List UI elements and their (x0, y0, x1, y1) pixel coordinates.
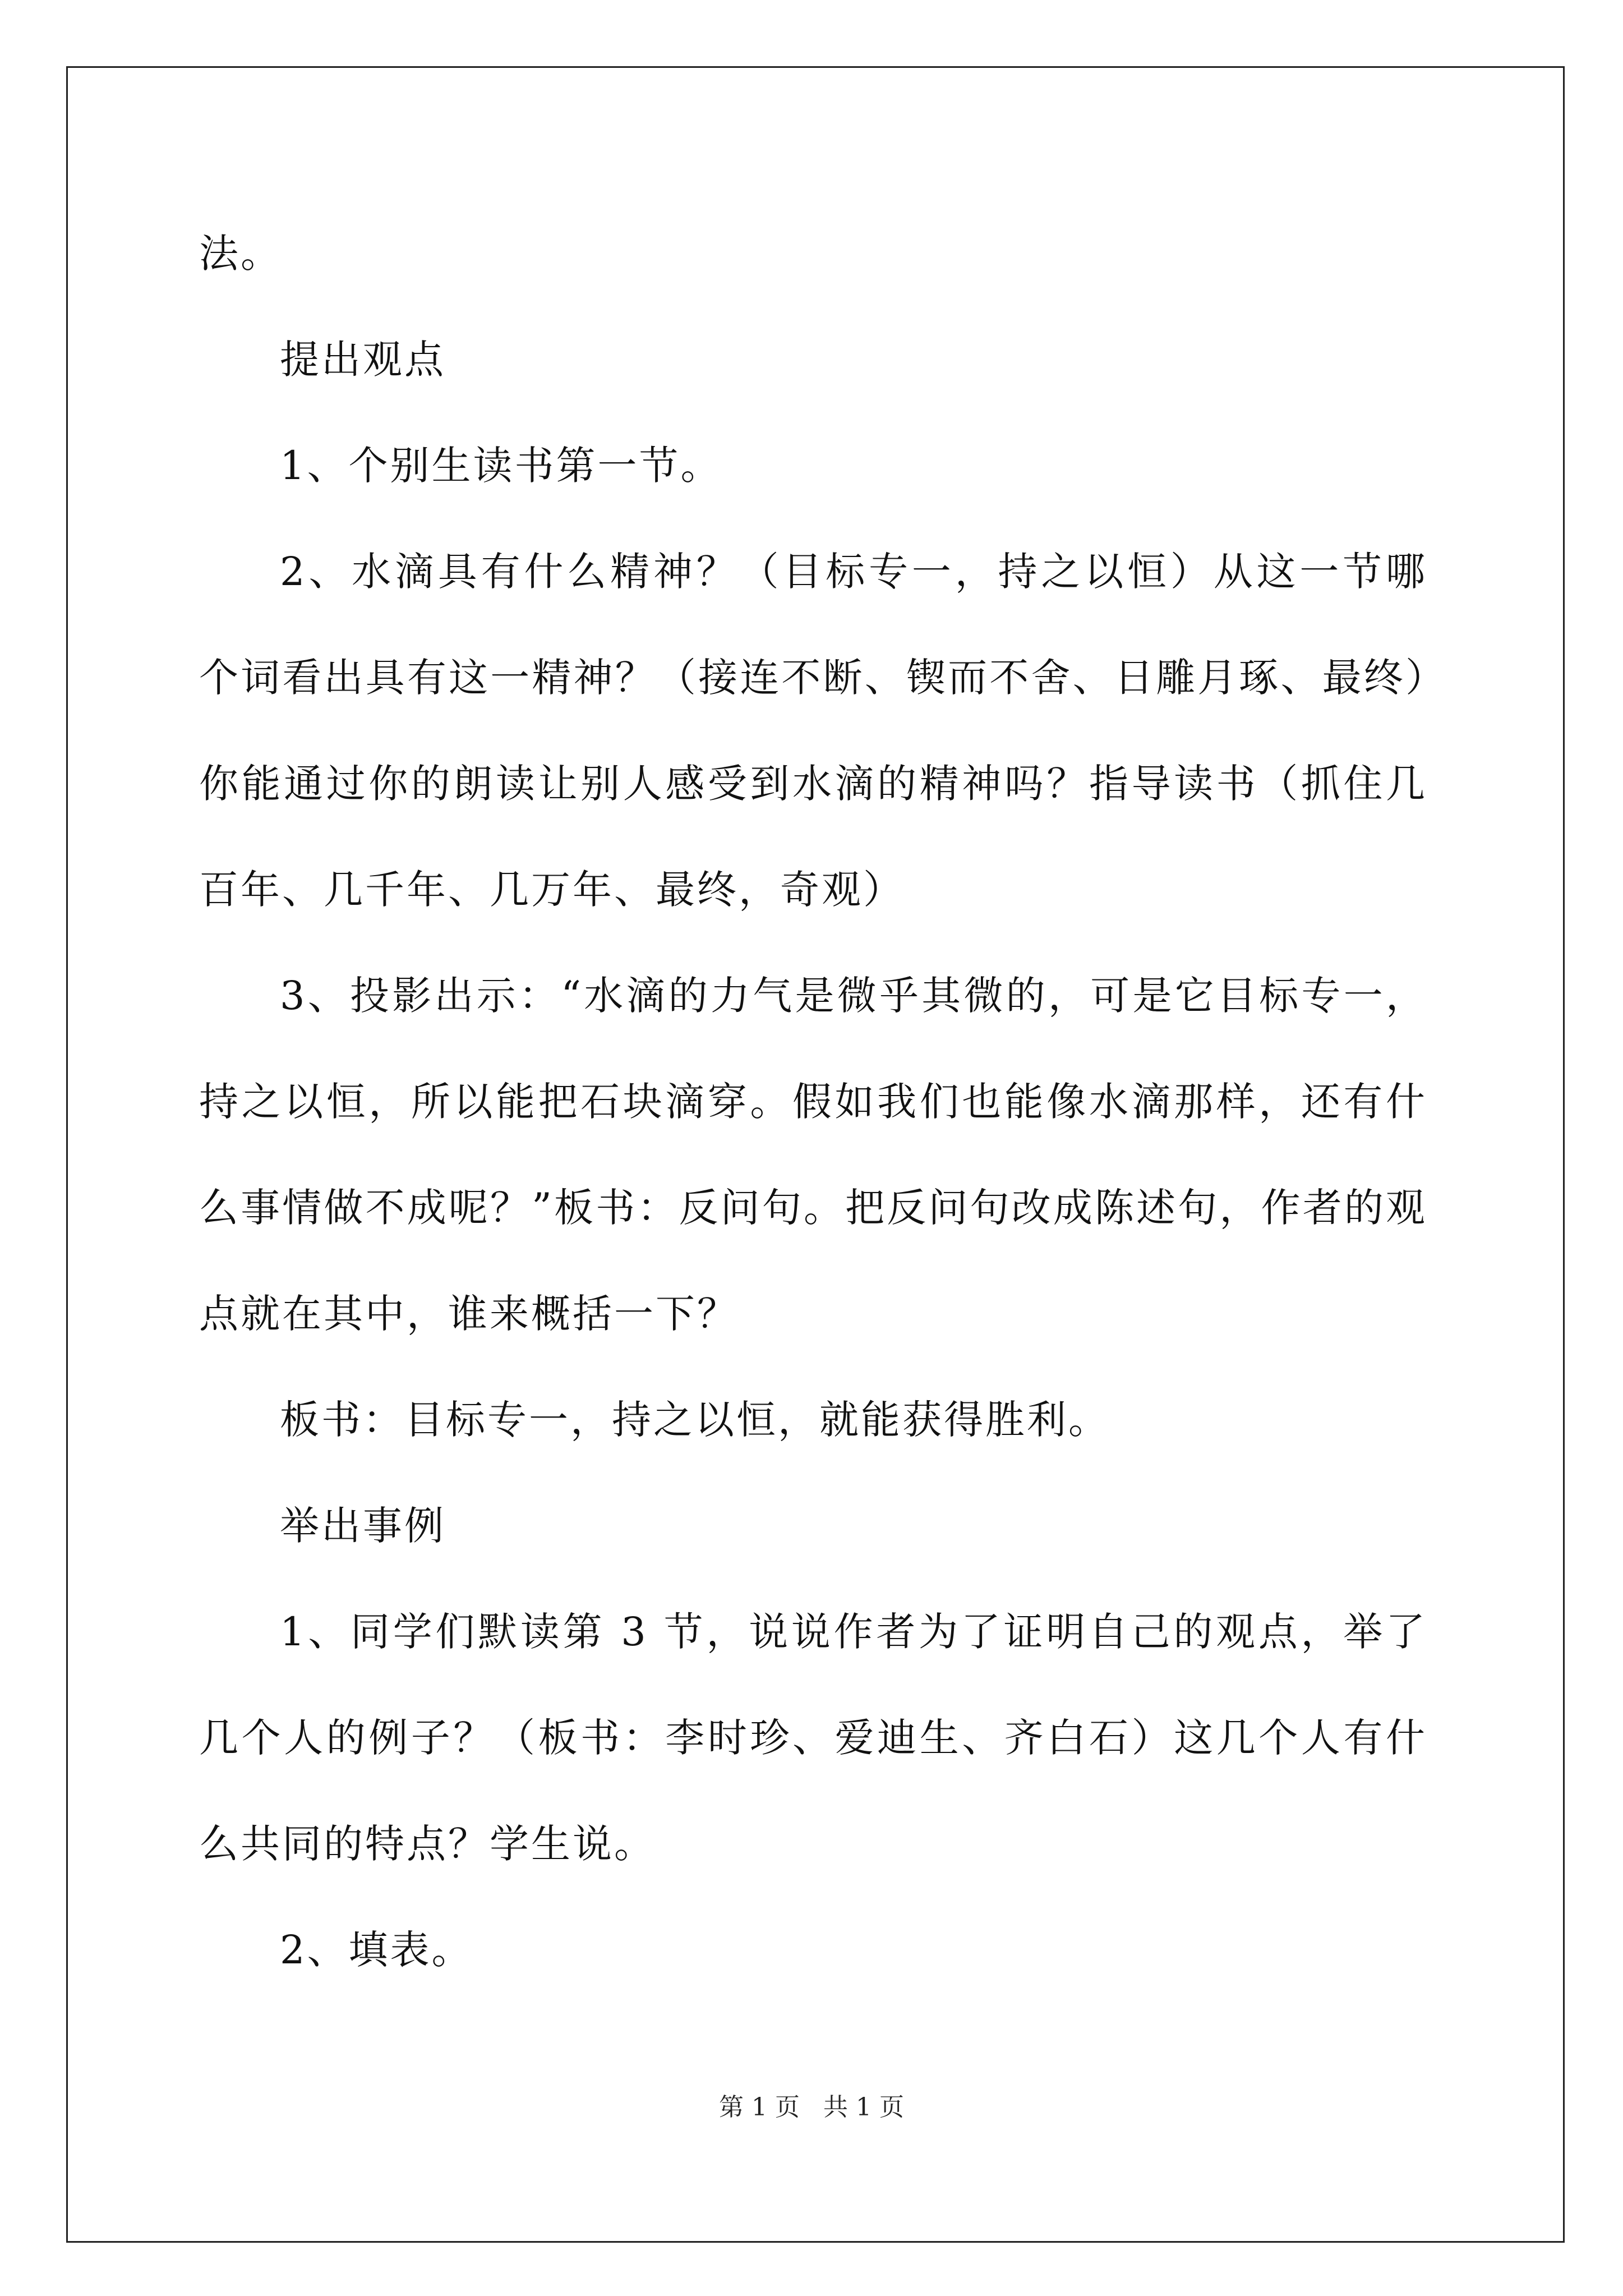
section-heading: 提出观点 (280, 337, 446, 383)
page-footer (0, 2087, 1623, 2123)
paragraph: 2、水滴具有什么精神？（目标专一，持之以恒）从这一节哪个词看出具有这一精神？（接连不断、锲而不舍、日雕月琢、最终）你能通过你的朗读让别人感受到水滴的精神吗？指导读书（抓住几百年、几千年、几万年、最终，奇观） (199, 549, 1427, 913)
paragraph: 1、个别生读书第一节。 (280, 443, 722, 489)
paragraph: 法。 (199, 231, 282, 277)
paragraph: 2、填表。 (280, 1927, 473, 1973)
page-number: 第 1 页 (719, 2093, 800, 2122)
page-total: 共 1 页 (823, 2093, 904, 2122)
paragraph: 板书：目标专一，持之以恒，就能获得胜利。 (280, 1397, 1110, 1443)
paragraph: 3、投影出示：“水滴的力气是微乎其微的，可是它目标专一，持之以恒，所以能把石块滴穿。假如我们也能像水滴那样，还有什么事情做不成呢？”板书：反问句。把反问句改成陈述句，作者的观点就在其中，谁来概括一下？ (199, 973, 1427, 1337)
section-heading: 举出事例 (280, 1503, 446, 1549)
document-body (199, 201, 1427, 2003)
paragraph: 1、同学们默读第 3 节，说说作者为了证明自己的观点，举了几个人的例子？（板书：李时珍、爱迪生、齐白石）这几个人有什么共同的特点？学生说。 (199, 1609, 1427, 1867)
